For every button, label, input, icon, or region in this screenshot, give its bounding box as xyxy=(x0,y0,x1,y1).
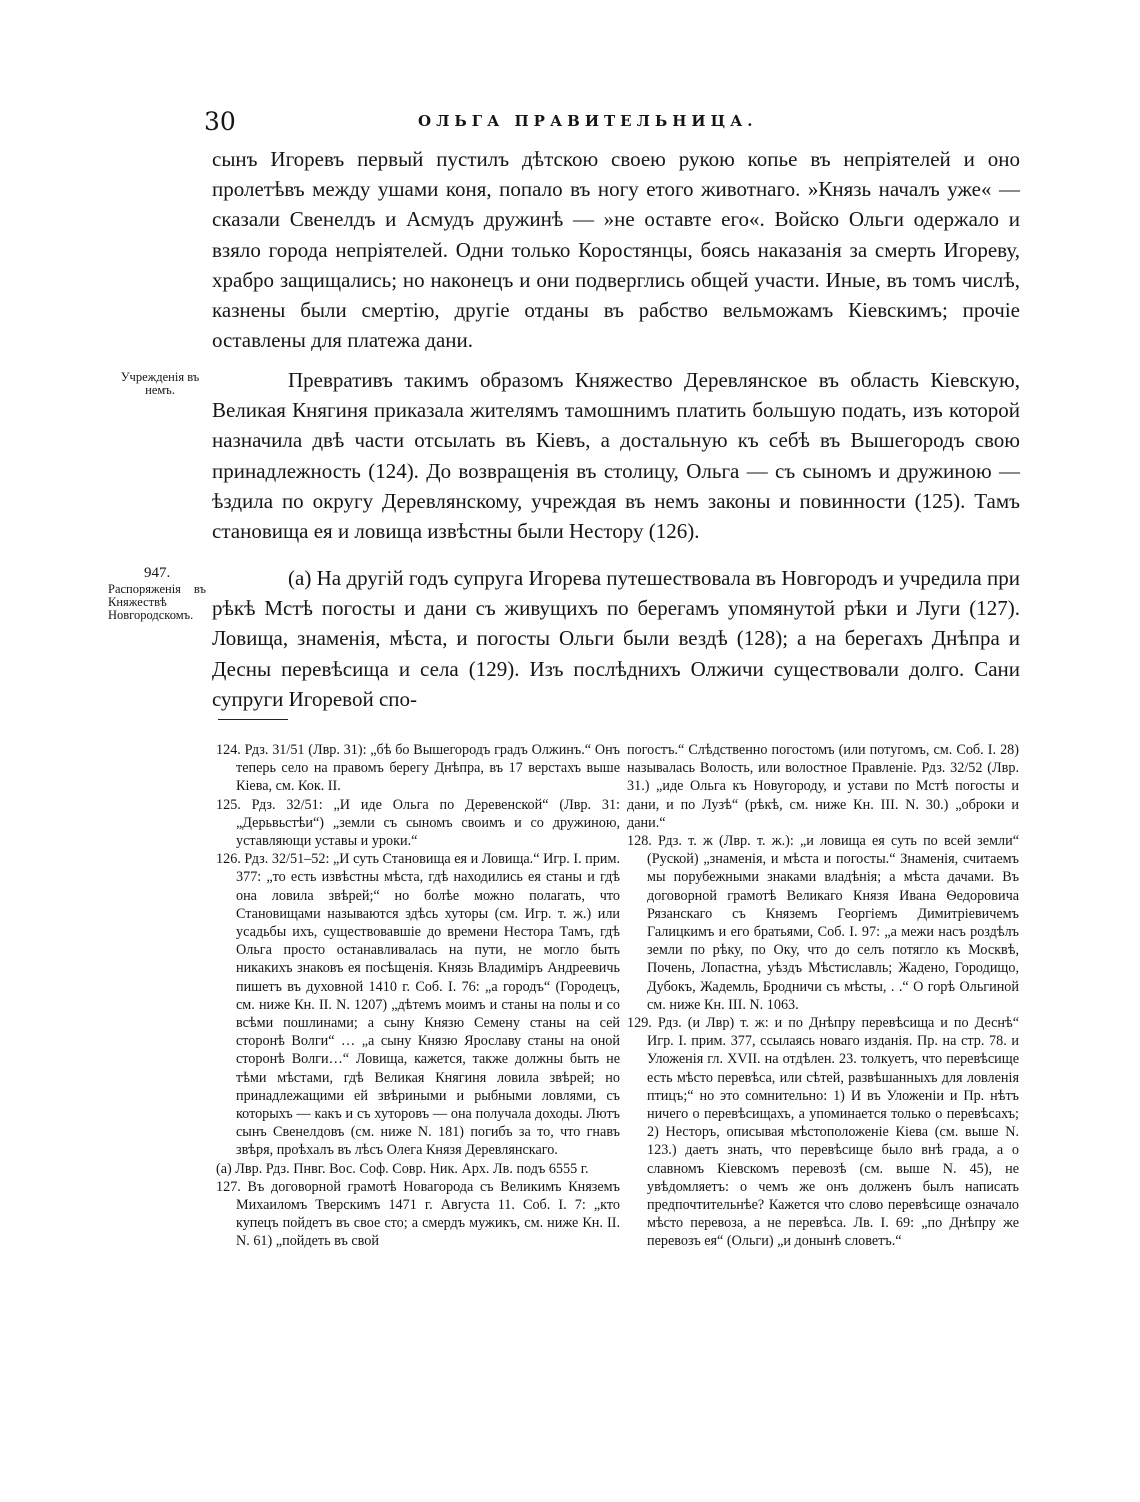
footnote-126: 126. Рдз. 32/51–52: „И суть Становища ея и Ловища.“ Игр. I. прим. 377: „то есть извѣстны мѣста, гдѣ находились ея станы и гдѣ она ловила звѣрей;“ но болѣе можно полагать, что Становищами называются здѣсь хуторы (см. Игр. т. ж.) или усадьбы ихъ, существовавшіе до времени Нестора Тамъ, гдѣ Ольга просто останавливалась на пути, не могло быть никакихъ знаковъ ея посѣщенія. Князь Владиміръ Андреевичь пишетъ въ духовной 1410 г. Соб. I. 76: „а городъ“ (Городецъ, см. ниже Кн. II. N. 1207) „дѣтемъ моимъ и станы на полы и со всѣми пошлинами; а сыну Князю Семену станы на сей сторонѣ Волги“ … „а сыну Князю Ярославу станы на оной сторонѣ Волги…“ Ловища, кажется, также должны быть не тѣми мѣстами, гдѣ Великая Княгиня ловила звѣрей; но принадлежащими ей звѣриными и рыбными ловлями, съ которыхъ — какъ и съ хуторовъ — она получала доходы. Лютъ сынъ Свенелдовъ (см. ниже N. 181) погибъ за то, что гнавъ звѣря, проѣхалъ въ лѣсъ Олега Князя Деревлянскаго. xyxy=(216,851,620,1159)
main-text-block-2 xyxy=(212,365,1020,546)
page-number: 30 xyxy=(204,107,236,136)
margin-note-novgorod: Распоряженія въ Княжествѣ Новгородскомъ. xyxy=(108,582,206,622)
footnote-125: 125. Рдз. 32/51: „И иде Ольга по Деревенской“ (Лвр. 31: „Дерьвьстѣи“) „земли съ сыномъ своимъ и со дружиною, уставляющи уставы и уроки.“ xyxy=(216,796,620,850)
footnote-129: 129. Рдз. (и Лвр) т. ж: и по Днѣпру перевѣсища и по Деснѣ“ Игр. I. прим. 377, ссылаясь новаго изданія. Пр. на стр. 78. и Уложенія гл. XVII. на отдѣлен. 23. толкуетъ, что перевѣсище есть мѣсто перевѣса, или сѣтей, развѣшанныхъ для ловленія птицъ;“ но это сомнительно: 1) И въ Уложеніи и Пр. нѣтъ ничего о перевѣсищахъ, а упоминается только о перевѣсахъ; 2) Несторъ, описывая мѣстоположеніе Кіева (см. выше N. 123.) даетъ знать, что перевѣсище было внѣ града, а о славномъ Кіевскомъ перевозѣ (см. выше N. 45), не увѣдомляетъ: о чемъ же онъ долженъ былъ написать предпочтительнѣе? Кажется что слово перевѣсище означало мѣсто перевоза, а не перевѣса. Лв. I. 69: „по Днѣпру же перевозъ ея“ (Ольги) „и донынѣ словетъ.“ xyxy=(627,1015,1019,1250)
footnote-124: 124. Рдз. 31/51 (Лвр. 31): „бѣ бо Вышегородъ градъ Олжинъ.“ Онъ теперь село на правомъ берегу Днѣпра, въ 17 верстахъ выше Кіева, см. Кок. II. xyxy=(216,742,620,795)
margin-note-institutions: Учрежденія въ немъ. xyxy=(120,370,200,397)
footnote-rule xyxy=(218,719,288,720)
footnote-127: 127. Въ договорной грамотѣ Новагорода съ Великимъ Княземъ Михаиломъ Тверскимъ 1471 г. Августа 11. Соб. I. 7: „кто купецъ пойдетъ въ свое сто; а смердъ мужикъ, см. ниже Кн. II. N. 61) „пойдеть въ свой xyxy=(216,1178,620,1250)
footnote-128: 128. Рдз. т. ж (Лвр. т. ж.): „и ловища ея суть по всей земли“ (Руской) „знаменія, и мѣста и погосты.“ Знаменія, считаемъ мы порубежными знаками владѣнія; а мѣста дачами. Въ договорной грамотѣ Великаго Князя Ивана Ѳедоровича Рязанскаго съ Княземъ Георгіемъ Димитріевичемъ Галицкимъ и его братьями, Соб. I. 97: „а межи насъ роздѣлъ земли по рѣку, по Оку, что до селъ потягло къ Москвѣ, Почень, Лопастна, уѣздъ Мѣстиславль; Жадено, Городищо, Дубокъ, Жадемль, Бродничи съ мѣсты, . .“ О горѣ Ольгиной см. ниже Кн. III. N. 1063. xyxy=(627,833,1019,1013)
footnote-a: (а) Лвр. Рдз. Пнвг. Вос. Соф. Совр. Ник. Арх. Лв. подъ 6555 г. xyxy=(216,1160,589,1177)
paragraph-2: Превративъ такимъ образомъ Княжество Деревлянское въ область Кіевскую, Великая Княгиня приказала жителямъ тамошнимъ платить большую подать, изъ которой назначила двѣ части отсылать въ Кіевъ, а достальную къ себѣ въ Вышегородъ свою принадлежность (124). До возвращенія въ столицу, Ольга — съ сыномъ и дружиною — ѣздила по округу Деревлянскому, учреждая въ немъ законы и повинности (125). Тамъ становища ея и ловища извѣстны были Нестору (126). xyxy=(212,368,1020,544)
footnotes-right-column xyxy=(627,741,1019,1251)
main-text-block-3 xyxy=(212,563,1020,714)
footnote-127-continued: погостъ.“ Слѣдственно погостомъ (или потугомъ, см. Соб. I. 28) называлась Волость, или волостное Правленіе. Рдз. 32/52 (Лвр. 31.) „иде Ольга къ Новугороду, и устави по Мстѣ погосты и дани, и по Лузѣ“ (рѣкѣ, см. ниже Кн. III. N. 30.) „оброки и дани.“ xyxy=(627,742,1019,831)
margin-note-year: 947. xyxy=(144,565,171,581)
paragraph-1: сынъ Игоревъ первый пустилъ дѣтскою своею рукою копье въ непріятелей и оно пролетѣвъ между ушами коня, попало въ ногу етого животнаго. »Князь началъ уже« — сказали Свенелдъ и Асмудъ дружинѣ — »не оставте его«. Войско Ольги одержало и взяло города непріятелей. Одни только Коростянцы, боясь наказанія за смерть Игореву, храбро защищались; но наконецъ и они подверглись общей участи. Иные, въ томъ числѣ, казнены были смертію, другіе отданы въ рабство вельможамъ Кіевскимъ; прочіе оставлены для платежа дани. xyxy=(212,147,1020,353)
main-text-continuation xyxy=(212,144,1020,355)
paragraph-3: (а) На другій годъ супруга Игорева путешествовала въ Новгородъ и учредила при рѣкѣ Мстѣ погосты и дани съ живущихъ по берегамъ упомянутой рѣки и Луги (127). Ловища, знаменія, мѣста, и погосты Ольги были вездѣ (128); а на берегахъ Днѣпра и Десны перевѣсища и села (129). Изъ послѣднихъ Олжичи существовали долго. Сани супруги Игоревой спо- xyxy=(212,566,1020,711)
footnotes-left-column xyxy=(216,741,620,1251)
running-title: ОЛЬГА ПРАВИТЕЛЬНИЦА. xyxy=(418,112,758,130)
